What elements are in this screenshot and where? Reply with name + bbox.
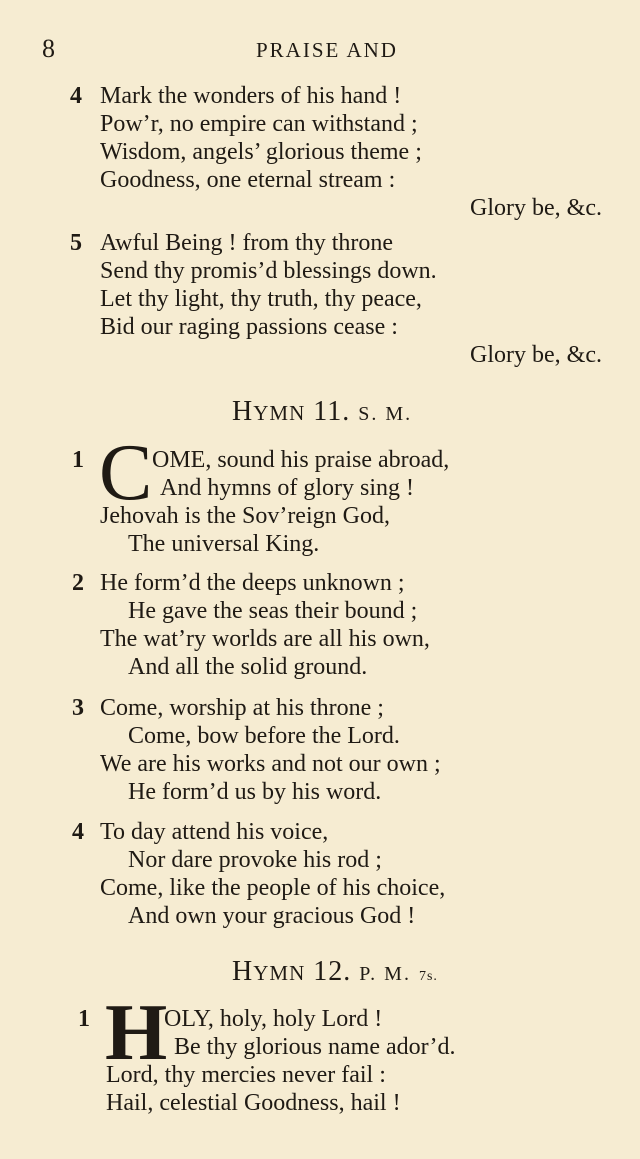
refrain: Glory be, &c.	[470, 195, 602, 221]
verse-line: Come, bow before the Lord.	[128, 723, 400, 749]
verse-line: Wisdom, angels’ glorious theme ;	[100, 139, 422, 165]
page-number: 8	[42, 34, 55, 63]
verse-line: Goodness, one eternal stream :	[100, 167, 396, 193]
hymn-heading	[232, 956, 438, 988]
verse-line: Let thy light, thy truth, thy peace,	[100, 286, 422, 312]
verse-line: Bid our raging passions cease :	[100, 314, 398, 340]
hymn-heading	[232, 396, 412, 428]
drop-cap: C	[99, 429, 153, 517]
verse-line: He gave the seas their bound ;	[128, 598, 418, 624]
verse-line: Nor dare provoke his rod ;	[128, 847, 382, 873]
verse-line: And hymns of glory sing !	[160, 475, 414, 501]
hymn-number: 11.	[313, 396, 351, 427]
verse-line: He form’d the deeps unknown ;	[100, 570, 405, 596]
verse-line: Pow’r, no empire can withstand ;	[100, 111, 418, 137]
verse-number: 4	[72, 819, 84, 845]
hymn-heading-initial: H	[232, 396, 254, 427]
verse-line: Lord, thy mercies never fail :	[106, 1062, 386, 1088]
verse-number: 2	[72, 570, 84, 596]
hymn-heading-word: YMN	[253, 961, 306, 985]
verse-line: To day attend his voice,	[100, 819, 329, 845]
verse-line: Awful Being ! from thy throne	[100, 230, 394, 256]
verse-line: Come, like the people of his choice,	[100, 875, 446, 901]
verse-line: The wat’ry worlds are all his own,	[100, 626, 430, 652]
verse-line: We are his works and not our own ;	[100, 751, 441, 777]
verse-line: He form’d us by his word.	[128, 779, 382, 805]
verse-line: And own your gracious God !	[128, 903, 416, 929]
hymn-number: 12.	[313, 956, 352, 987]
verse-line: The universal King.	[128, 531, 320, 557]
running-title: PRAISE AND	[256, 38, 398, 62]
hymn-metre-note: 7s.	[418, 969, 438, 984]
verse-line: Send thy promis’d blessings down.	[100, 258, 437, 284]
verse-number: 1	[72, 447, 84, 473]
hymn-meter: P. M.	[359, 963, 411, 985]
verse-line: Hail, celestial Goodness, hail !	[106, 1090, 401, 1116]
show-through-texture	[582, 130, 640, 1030]
hymn-heading-initial: H	[232, 956, 254, 987]
verse-line: Jehovah is the Sov’reign God,	[100, 503, 390, 529]
drop-cap: H	[105, 989, 168, 1077]
verse-number: 4	[70, 83, 82, 109]
verse-number: 1	[78, 1006, 90, 1032]
verse-line: Come, worship at his throne ;	[100, 695, 384, 721]
verse-line: OME, sound his praise abroad,	[152, 447, 450, 473]
verse-line: OLY, holy, holy Lord !	[164, 1006, 383, 1032]
refrain: Glory be, &c.	[470, 342, 602, 368]
verse-number: 5	[70, 230, 82, 256]
verse-line: Mark the wonders of his hand !	[100, 83, 402, 109]
hymn-meter: S. M.	[358, 403, 413, 425]
verse-line: And all the solid ground.	[128, 654, 368, 680]
verse-line: Be thy glorious name ador’d.	[174, 1034, 456, 1060]
hymn-heading-word: YMN	[253, 401, 306, 425]
verse-number: 3	[72, 695, 84, 721]
